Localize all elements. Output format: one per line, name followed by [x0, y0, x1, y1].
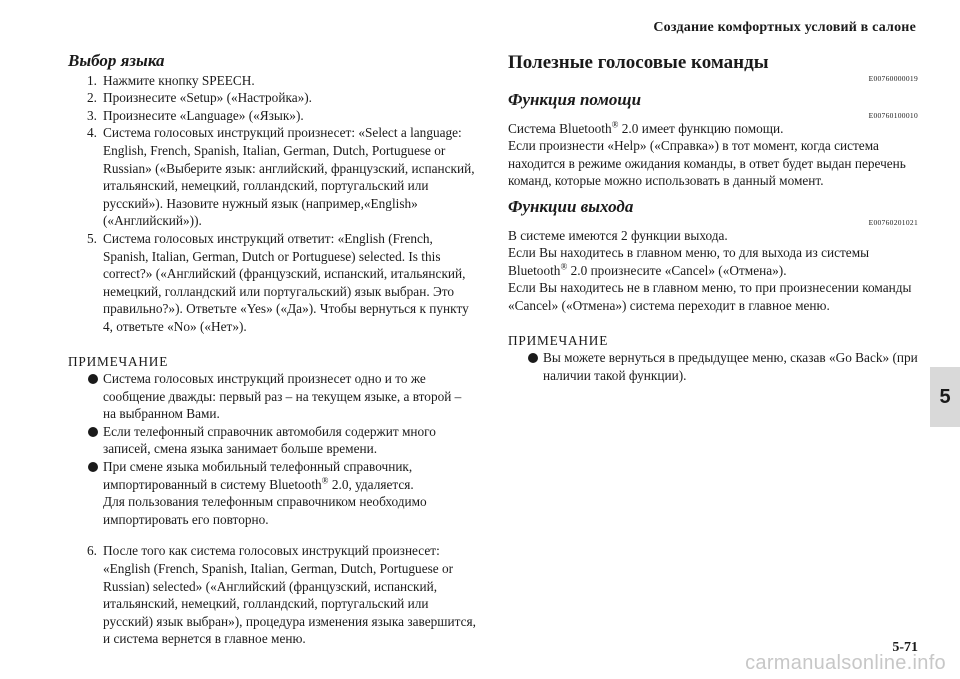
step-item	[87, 230, 476, 336]
step-number: 5.	[87, 230, 97, 246]
note-text: Если телефонный справочник автомобиля содержит много записей, смена языка занимает больше времени.	[103, 423, 436, 457]
section-code: E00760100010	[868, 110, 918, 120]
step-text: Произнесите «Setup» («Настройка»).	[103, 90, 313, 106]
language-steps	[68, 72, 476, 336]
note-list	[508, 349, 918, 384]
section-heading-exit: Функции выхода	[508, 196, 634, 216]
right-column	[508, 52, 918, 384]
note-text: Для пользования телефонным справочником необходимо импортировать его повторно.	[103, 494, 427, 527]
note-text: При смене языка мобильный телефонный справочник, импортированный в систему Bluetooth	[103, 459, 413, 492]
language-steps-continued	[68, 542, 476, 648]
note-text: Система голосовых инструкций произнесет одно и то же сообщение дважды: первый раз – на текущем языке, а второй – на выбранном Вами.	[103, 371, 462, 422]
section-heading-language: Выбор языка	[68, 51, 165, 70]
paragraph-text: Если Вы находитесь в главном меню, то для выхода из системы Bluetooth	[508, 245, 870, 278]
note-item	[88, 423, 476, 458]
running-header: Создание комфортных условий в салоне	[653, 20, 916, 35]
step-text: После того как система голосовых инструкций произнесет: «English (French, Spanish, Italian, German, Dutch, Portuguese or Russian) selected» («Английский (французский, испанский, итальянский, немецкий, голландский, португальский или русский) язык выбран»), процедура изменения языка завершится, и система вернется в главное меню.	[103, 543, 476, 647]
bullet-icon	[528, 353, 538, 363]
registered-mark: ®	[321, 475, 329, 486]
bullet-icon	[88, 374, 98, 384]
step-number: 6.	[87, 543, 97, 559]
bullet-icon	[88, 427, 98, 437]
left-column	[68, 52, 476, 648]
note-text: Вы можете вернуться в предыдущее меню, сказав «Go Back» (при наличии такой функции).	[543, 350, 918, 383]
note-list	[68, 370, 476, 528]
step-number: 2.	[87, 90, 97, 106]
note-item	[528, 349, 918, 384]
step-item	[87, 107, 476, 125]
watermark: carmanualsonline.info	[745, 652, 946, 674]
exit-paragraph: В системе имеются 2 функции выхода.	[508, 227, 728, 243]
paragraph-text: 2.0 имеет функцию помощи.	[618, 120, 784, 136]
step-item	[87, 124, 476, 230]
step-item	[87, 89, 476, 107]
note-item	[88, 458, 476, 528]
section-code: E00760201021	[868, 217, 918, 227]
step-number: 3.	[87, 107, 97, 123]
section-heading-help: Функция помощи	[508, 90, 642, 109]
step-text: Произнесите «Language» («Язык»).	[103, 107, 304, 123]
note-item	[88, 370, 476, 423]
chapter-tab: 5	[930, 367, 960, 427]
help-paragraph	[508, 120, 918, 138]
note-title: ПРИМЕЧАНИЕ	[68, 353, 169, 369]
bullet-icon	[88, 462, 98, 472]
section-heading-voice-commands: Полезные голосовые команды	[508, 52, 769, 73]
step-number: 1.	[87, 72, 97, 88]
paragraph-text: 2.0 произнесите «Cancel» («Отмена»).	[567, 262, 787, 278]
note-text: 2.0, удаляется.	[328, 476, 414, 492]
step-text: Система голосовых инструкций произнесет: «Select a language: English, French, Spanish, Italian, German, Dutch, Portuguese or Russian» («Выберите язык: английский, французский, испанский, итальянский, немецкий, голландский, португальский или русский»). Назовите нужный язык (например,«English» («Английский»)).	[103, 125, 475, 229]
note-title: ПРИМЕЧАНИЕ	[508, 332, 609, 348]
page-number: 5-71	[892, 640, 918, 655]
registered-mark: ®	[611, 119, 619, 130]
exit-paragraph	[508, 244, 918, 279]
step-text: Система голосовых инструкций ответит: «English (French, Spanish, Italian, German, Dutch or Portuguese) selected. Is this correct?» («Английский (французский, испанский, итальянский, немецкий, голландский или португальский) язык выбран. Это правильно?»). Ответьте «Yes» («Да»). Чтобы вернуться к пункту 4, ответьте «No» («Нет»).	[103, 230, 469, 334]
step-text: Нажмите кнопку SPEECH.	[103, 72, 255, 88]
step-item	[87, 72, 476, 90]
paragraph-text: Система Bluetooth	[508, 120, 612, 136]
step-number: 4.	[87, 125, 97, 141]
exit-paragraph: Если Вы находитесь не в главном меню, то при произнесении команды «Cancel» («Отмена») система переходит в главное меню.	[508, 280, 912, 313]
registered-mark: ®	[560, 261, 568, 272]
section-code: E00760000019	[868, 74, 918, 83]
step-item	[87, 542, 476, 648]
help-paragraph: Если произнести «Help» («Справка») в тот момент, когда система находится в режиме ожидания команды, в ответ будет выдан перечень команд, которые можно использовать в данный момент.	[508, 138, 906, 189]
